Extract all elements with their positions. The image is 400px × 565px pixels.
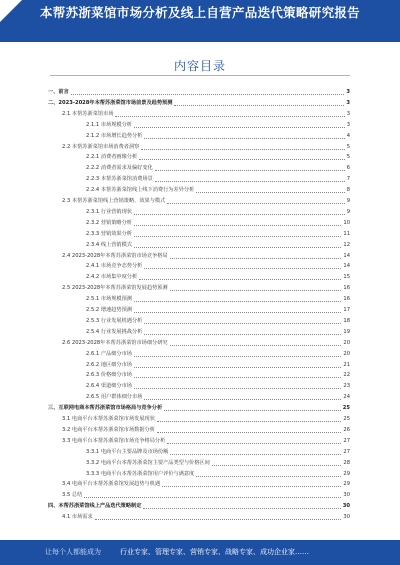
toc-entry-page: 7 xyxy=(346,176,350,183)
toc-entry[interactable] xyxy=(62,110,350,119)
report-title: 本帮苏浙菜馆市场分析及线上自营产品迭代策略研究报告 xyxy=(39,5,360,20)
toc-entry-label: 2.3.4 线上营销模式 xyxy=(86,241,132,248)
toc-entry-page: 10 xyxy=(343,219,350,226)
toc-leader-dots xyxy=(141,149,344,150)
toc-entry-page: 21 xyxy=(343,361,350,368)
toc-leader-dots xyxy=(71,94,345,95)
toc-entry-page: 17 xyxy=(343,307,350,313)
toc-entry[interactable] xyxy=(86,153,350,162)
toc-entry-label: 2.2.1 消费者画像分析 xyxy=(86,154,138,161)
toc-leader-dots xyxy=(212,465,342,466)
toc-entry[interactable] xyxy=(86,470,350,479)
toc-leader-dots xyxy=(196,476,341,477)
toc-entry-label: 2.6.2 地区细分市场 xyxy=(86,361,132,368)
toc-leader-dots xyxy=(157,432,341,433)
toc-entry-page: 9 xyxy=(346,198,350,204)
toc-entry[interactable] xyxy=(86,132,350,141)
toc-entry-label: 二、2023-2028年本帮苏浙菜馆市场前景及趋势预测 xyxy=(48,99,173,106)
toc-entry-label: 2.5.2 增速趋势预测 xyxy=(86,307,132,313)
toc-entry-label: 四、本帮苏浙菜馆线上产品迭代策略制定 xyxy=(48,503,142,510)
toc-entry-page: 25 xyxy=(342,405,350,412)
toc-entry-page: 23 xyxy=(343,383,350,390)
toc-entry-page: 30 xyxy=(343,514,350,521)
toc-entry-label: 2.3.2 营销策略分析 xyxy=(86,219,132,226)
toc-entry-label: 2.3.3 营销效果分析 xyxy=(86,230,132,237)
toc-entry[interactable] xyxy=(48,404,350,413)
toc-entry[interactable] xyxy=(48,502,350,511)
toc-entry-label: 2.5.4 行业发展挑战分析 xyxy=(86,328,143,335)
toc-entry-page: 24 xyxy=(343,394,350,401)
toc-entry-label: 3.3 电商平台本帮苏浙菜馆市场竞争格局分析 xyxy=(62,437,166,444)
toc-entry-label: 2.2.3 本帮苏浙菜馆消费场景 xyxy=(86,176,153,183)
toc-entry-label: 2.4.2 市场集中度分析 xyxy=(86,274,138,281)
toc-entry-page: 11 xyxy=(343,230,350,237)
toc-entry[interactable] xyxy=(48,88,350,97)
toc-entry[interactable] xyxy=(62,426,350,435)
toc-entry-page: 28 xyxy=(343,459,350,466)
toc-leader-dots xyxy=(155,181,345,182)
toc-entry-page: 3 xyxy=(346,99,350,106)
toc-leader-dots xyxy=(95,519,342,520)
toc-leader-dots xyxy=(115,116,344,117)
toc-entry-page: 3 xyxy=(346,121,350,128)
toc-entry-label: 2.1.2 市场增长趋势分析 xyxy=(86,132,143,139)
toc-entry-label: 2.1 本帮苏浙菜馆市场 xyxy=(62,110,114,117)
toc-entry[interactable] xyxy=(62,143,350,152)
toc-divider xyxy=(50,75,350,76)
toc-entry[interactable] xyxy=(86,241,350,250)
toc-entry[interactable] xyxy=(86,317,350,326)
toc-entry[interactable] xyxy=(62,197,350,206)
toc-entry-label: 3.3.2 电商平台本帮苏浙菜馆主要产品类型与价格区间 xyxy=(86,459,210,466)
toc-entry-label: 2.5.1 市场规模预测 xyxy=(86,296,132,303)
toc-entry[interactable] xyxy=(62,491,350,500)
toc-entry-page: 19 xyxy=(343,328,350,335)
toc-entry[interactable] xyxy=(62,437,350,446)
toc-leader-dots xyxy=(134,377,341,378)
toc-entry-label: 2.2.2 消费者需求及偏好变化 xyxy=(86,165,153,172)
toc-leader-dots xyxy=(144,399,341,400)
toc-leader-dots xyxy=(134,388,341,389)
toc-entry-label: 3.3.3 电商平台本帮苏浙菜馆用户评价与满意度 xyxy=(86,470,195,477)
toc-leader-dots xyxy=(196,192,344,193)
toc-entry-page: 9 xyxy=(346,208,350,215)
toc-entry-page: 20 xyxy=(343,350,350,357)
toc-entry[interactable] xyxy=(86,371,350,380)
toc-leader-dots xyxy=(167,203,344,204)
toc-entry-label: 2.6.4 渠道细分市场 xyxy=(86,383,132,390)
toc-entry[interactable] xyxy=(86,208,350,217)
toc-entry-page: 3 xyxy=(346,110,350,117)
toc-entry-label: 2.6.5 用户群体细分市场 xyxy=(86,394,143,401)
toc-entry-page: 16 xyxy=(343,296,350,303)
toc-entry-label: 2.3.1 行业营销现状 xyxy=(86,208,132,215)
toc-entry-page: 27 xyxy=(343,437,350,444)
toc-entry[interactable] xyxy=(62,284,350,293)
toc-entry-page: 20 xyxy=(343,339,350,346)
toc-leader-dots xyxy=(170,258,342,259)
toc-leader-dots xyxy=(170,454,341,455)
toc-entry[interactable] xyxy=(86,230,350,239)
toc-entry[interactable] xyxy=(86,295,350,304)
toc-entry-page: 25 xyxy=(343,416,350,422)
toc-entry-page: 14 xyxy=(343,252,350,259)
toc-entry-label: 2.5.3 行业发展机遇分析 xyxy=(86,317,143,324)
toc-entry[interactable] xyxy=(86,382,350,391)
report-header xyxy=(0,0,400,42)
toc-entry[interactable] xyxy=(86,361,350,370)
toc-leader-dots xyxy=(167,443,341,444)
toc-entry-label: 2.2.4 本帮苏浙菜馆线上线下消费行为差异分析 xyxy=(86,187,195,194)
toc-entry-label: 一、前言 xyxy=(48,89,69,95)
toc-entry-label: 2.2 本帮苏浙菜馆市场消费者洞察 xyxy=(62,143,140,150)
toc-entry[interactable] xyxy=(86,393,350,402)
toc-entry[interactable] xyxy=(62,339,350,348)
toc-entry[interactable] xyxy=(86,459,350,468)
toc-entry-label: 2.6.1 产品细分市场 xyxy=(86,350,132,357)
toc-entry-label: 3.4 电商平台本帮苏浙菜馆发展趋势与机遇 xyxy=(62,481,161,488)
toc-entry[interactable] xyxy=(48,99,350,108)
toc-entry-page: 14 xyxy=(343,263,350,270)
toc-leader-dots xyxy=(144,138,344,139)
toc-entry[interactable] xyxy=(86,273,350,282)
toc-entry-page: 27 xyxy=(343,448,350,455)
toc-entry-page: 12 xyxy=(343,241,350,248)
toc-leader-dots xyxy=(134,127,345,128)
toc-entry-page: 6 xyxy=(346,165,350,172)
toc-entry[interactable] xyxy=(86,186,350,195)
header-corner-decoration xyxy=(0,0,22,22)
toc-entry-label: 3.1 电商平台本帮苏浙菜馆市场发展现状 xyxy=(62,416,155,422)
toc-entry-label: 3.3.1 电商平台主要品牌及市场份额 xyxy=(86,448,169,455)
toc-entry-page: 5 xyxy=(346,143,350,150)
toc-leader-dots xyxy=(144,323,341,324)
toc-leader-dots xyxy=(174,105,344,106)
toc-entry[interactable] xyxy=(86,121,350,130)
footer-banner xyxy=(0,540,400,565)
toc-leader-dots xyxy=(84,497,341,498)
toc-entry-page: 3 xyxy=(346,89,350,95)
toc-entry-page: 22 xyxy=(343,372,350,379)
toc-entry-page: 29 xyxy=(343,481,350,488)
toc-entry[interactable] xyxy=(62,415,350,424)
toc-entry-page: 29 xyxy=(343,470,350,477)
toc-entry-label: 3.5 总结 xyxy=(62,492,83,499)
footer-slogan-left: 让每个人都能成为 xyxy=(45,548,101,556)
toc-leader-dots xyxy=(139,279,341,280)
toc-entry[interactable] xyxy=(86,164,350,173)
toc-entry-label: 2.6 2023-2028年本帮苏浙菜馆市场细分研究 xyxy=(62,339,168,346)
toc-leader-dots xyxy=(134,301,341,302)
toc-entry[interactable] xyxy=(62,480,350,489)
toc-leader-dots xyxy=(143,508,340,509)
toc-entry[interactable] xyxy=(86,328,350,337)
toc-entry[interactable] xyxy=(86,448,350,457)
toc-entry-label: 3.2 电商平台本帮苏浙菜馆市场数据分析 xyxy=(62,426,155,433)
toc-entry-page: 15 xyxy=(343,274,350,281)
toc-entry-page: 16 xyxy=(343,285,350,292)
toc-leader-dots xyxy=(144,334,341,335)
toc-leader-dots xyxy=(144,268,341,269)
toc-entry-page: 30 xyxy=(343,492,350,499)
toc-entry[interactable] xyxy=(86,350,350,359)
toc-leader-dots xyxy=(134,214,345,215)
toc-entry-label: 4.1 市场需求 xyxy=(62,514,93,521)
toc-leader-dots xyxy=(155,170,345,171)
toc-leader-dots xyxy=(134,367,341,368)
toc-entry-page: 8 xyxy=(346,187,350,194)
toc-entry[interactable] xyxy=(86,175,350,184)
toc-leader-dots xyxy=(164,410,341,411)
toc-leader-dots xyxy=(134,236,341,237)
toc-entry-label: 2.4 2023-2028年本帮苏浙菜馆市场竞争格局 xyxy=(62,252,168,259)
toc-entry-label: 2.3 本帮苏浙菜馆线上营销策略、效果与模式 xyxy=(62,198,166,204)
toc-entry-page: 26 xyxy=(343,426,350,433)
toc-entry[interactable] xyxy=(86,306,350,315)
toc-entry-label: 2.1.1 市场规模分析 xyxy=(86,121,132,128)
toc-entry-label: 三、互联网电商本帮苏浙菜馆市场格局与竞争分析 xyxy=(48,405,163,412)
toc-entry-page: 4 xyxy=(346,132,350,139)
toc-leader-dots xyxy=(134,225,341,226)
toc-entry[interactable] xyxy=(86,262,350,271)
toc-leader-dots xyxy=(139,159,345,160)
toc-leader-dots xyxy=(157,421,341,422)
toc-leader-dots xyxy=(162,486,341,487)
toc-leader-dots xyxy=(134,356,341,357)
toc-entry[interactable] xyxy=(62,252,350,261)
toc-entry-page: 5 xyxy=(346,154,350,161)
toc-entry-label: 2.6.3 价格细分市场 xyxy=(86,372,132,379)
toc-leader-dots xyxy=(170,345,342,346)
toc-entry[interactable] xyxy=(86,219,350,228)
toc-entry-page: 30 xyxy=(342,503,350,510)
footer-slogan-right: 行业专家、管理专家、营销专家、战略专家、成功企业家…… xyxy=(120,548,309,556)
toc-entry-label: 2.5 2023-2028年本帮苏浙菜馆发展趋势预测 xyxy=(62,285,168,292)
toc-entry[interactable] xyxy=(62,513,350,522)
toc-entry-label: 2.4.1 市场竞争态势分析 xyxy=(86,263,143,270)
toc-leader-dots xyxy=(134,247,341,248)
toc-leader-dots xyxy=(170,290,342,291)
toc-entry-page: 18 xyxy=(343,317,350,324)
toc-leader-dots xyxy=(134,312,341,313)
toc-title: 内容目录 xyxy=(173,59,226,73)
